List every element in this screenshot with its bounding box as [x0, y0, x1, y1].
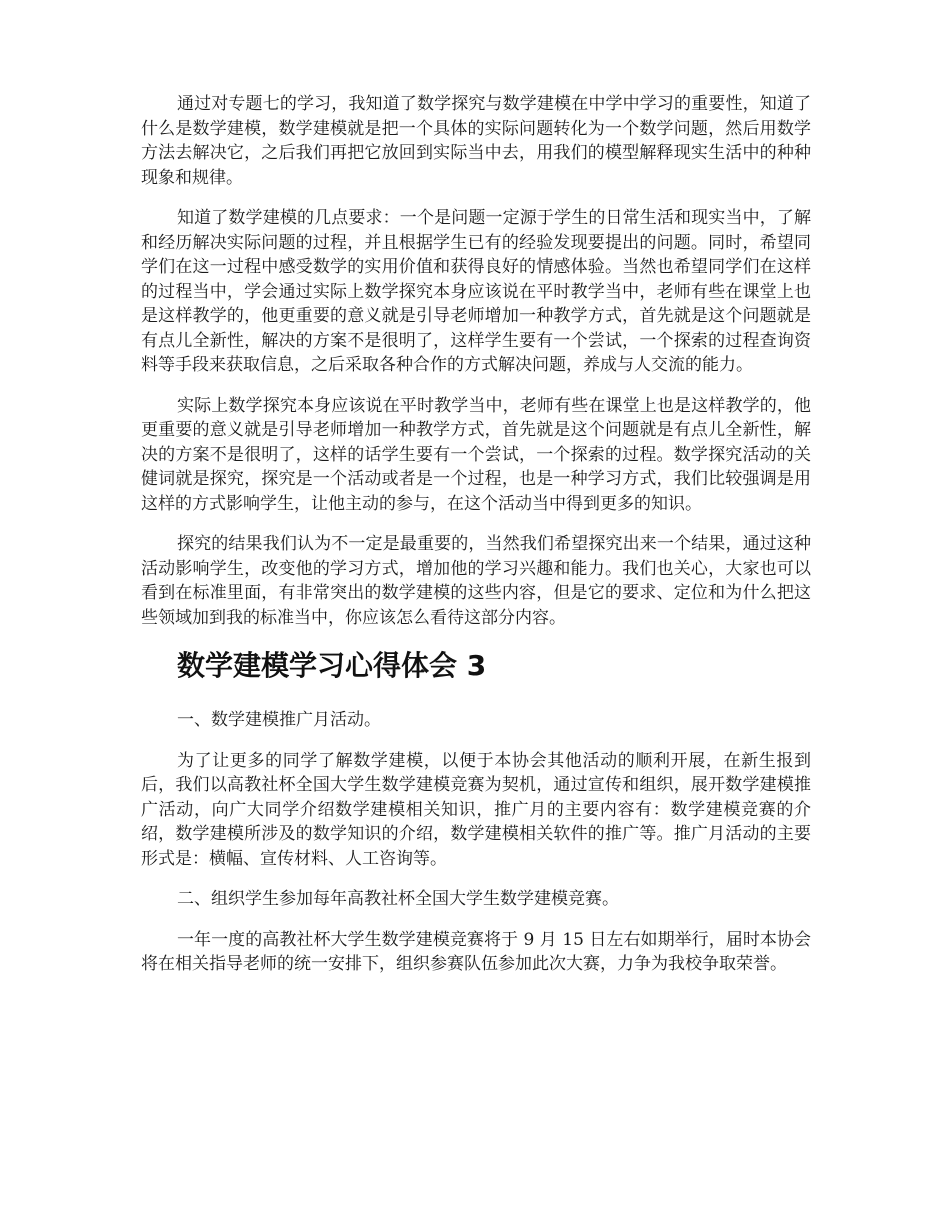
- paragraph-modeling-requirements: 知道了数学建模的几点要求：一个是问题一定源于学生的日常生活和现实当中，了解和经历解决实际问题的过程，并且根据学生已有的经验发现要提出的问题。同时，希望同学们在这一过程中感受数学的实用价值和获得良好的情感体验。当然也希望同学们在这样的过程当中，学会通过实际上数学探究本身应该说在平时教学当中，老师有些在课堂上也是这样教学的，他更重要的意义就是引导老师增加一种教学方式，首先就是这个问题就是有点儿全新性，解决的方案不是很明了，这样学生要有一个尝试，一个探索的过程查询资料等手段来获取信息，之后采取各种合作的方式解决问题，养成与人交流的能力。: [141, 208, 811, 375]
- paragraph-inquiry-results: 探究的结果我们认为不一定是最重要的，当然我们希望探究出来一个结果，通过这种活动影响学生，改变他的学习方式，增加他的学习兴趣和能力。我们也关心，大家也可以看到在标准里面，有非常突出的数学建模的这些内容，但是它的要求、定位和为什么把这些领域加到我的标准当中，你应该怎么看待这部分内容。: [141, 534, 811, 628]
- paragraph-item-1-body: 为了让更多的同学了解数学建模，以便于本协会其他活动的顺利开展，在新生报到后，我们以高教社杯全国大学生数学建模竞赛为契机，通过宣传和组织，展开数学建模推广活动，向广大同学介绍数学建模相关知识，推广月的主要内容有：数学建模竞赛的介绍，数学建模所涉及的数学知识的介绍，数学建模相关软件的推广等。推广月活动的主要形式是：横幅、宣传材料、人工咨询等。: [141, 750, 811, 869]
- section-heading: 数学建模学习心得体会 3: [177, 649, 487, 682]
- paragraph-item-2-title: 二、组织学生参加每年高教社杯全国大学生数学建模竞赛。: [177, 889, 619, 909]
- paragraph-inquiry-teaching: 实际上数学探究本身应该说在平时教学当中，老师有些在课堂上也是这样教学的，他更重要的意义就是引导老师增加一种教学方式，首先就是这个问题就是有点儿全新性，解决的方案不是很明了，这样的话学生要有一个尝试，一个探索的过程。数学探究活动的关健词就是探究，探究是一个活动或者是一个过程，也是一种学习方式，我们比较强调是用这样的方式影响学生，让他主动的参与，在这个活动当中得到更多的知识。: [141, 395, 811, 514]
- document-page: [141, 92, 811, 993]
- paragraph-study-summary: 通过对专题七的学习，我知道了数学探究与数学建模在中学中学习的重要性，知道了什么是数学建模，数学建模就是把一个具体的实际问题转化为一个数学问题，然后用数学方法去解决它，之后我们再把它放回到实际当中去，用我们的模型解释现实生活中的种种现象和规律。: [141, 94, 811, 188]
- paragraph-item-1-title: 一、数学建模推广月活动。: [177, 710, 381, 730]
- paragraph-item-2-body: 一年一度的高教社杯大学生数学建模竞赛将于 9 月 15 日左右如期举行，届时本协会将在相关指导老师的统一安排下，组织参赛队伍参加此次大赛，力争为我校争取荣誉。: [141, 929, 811, 974]
